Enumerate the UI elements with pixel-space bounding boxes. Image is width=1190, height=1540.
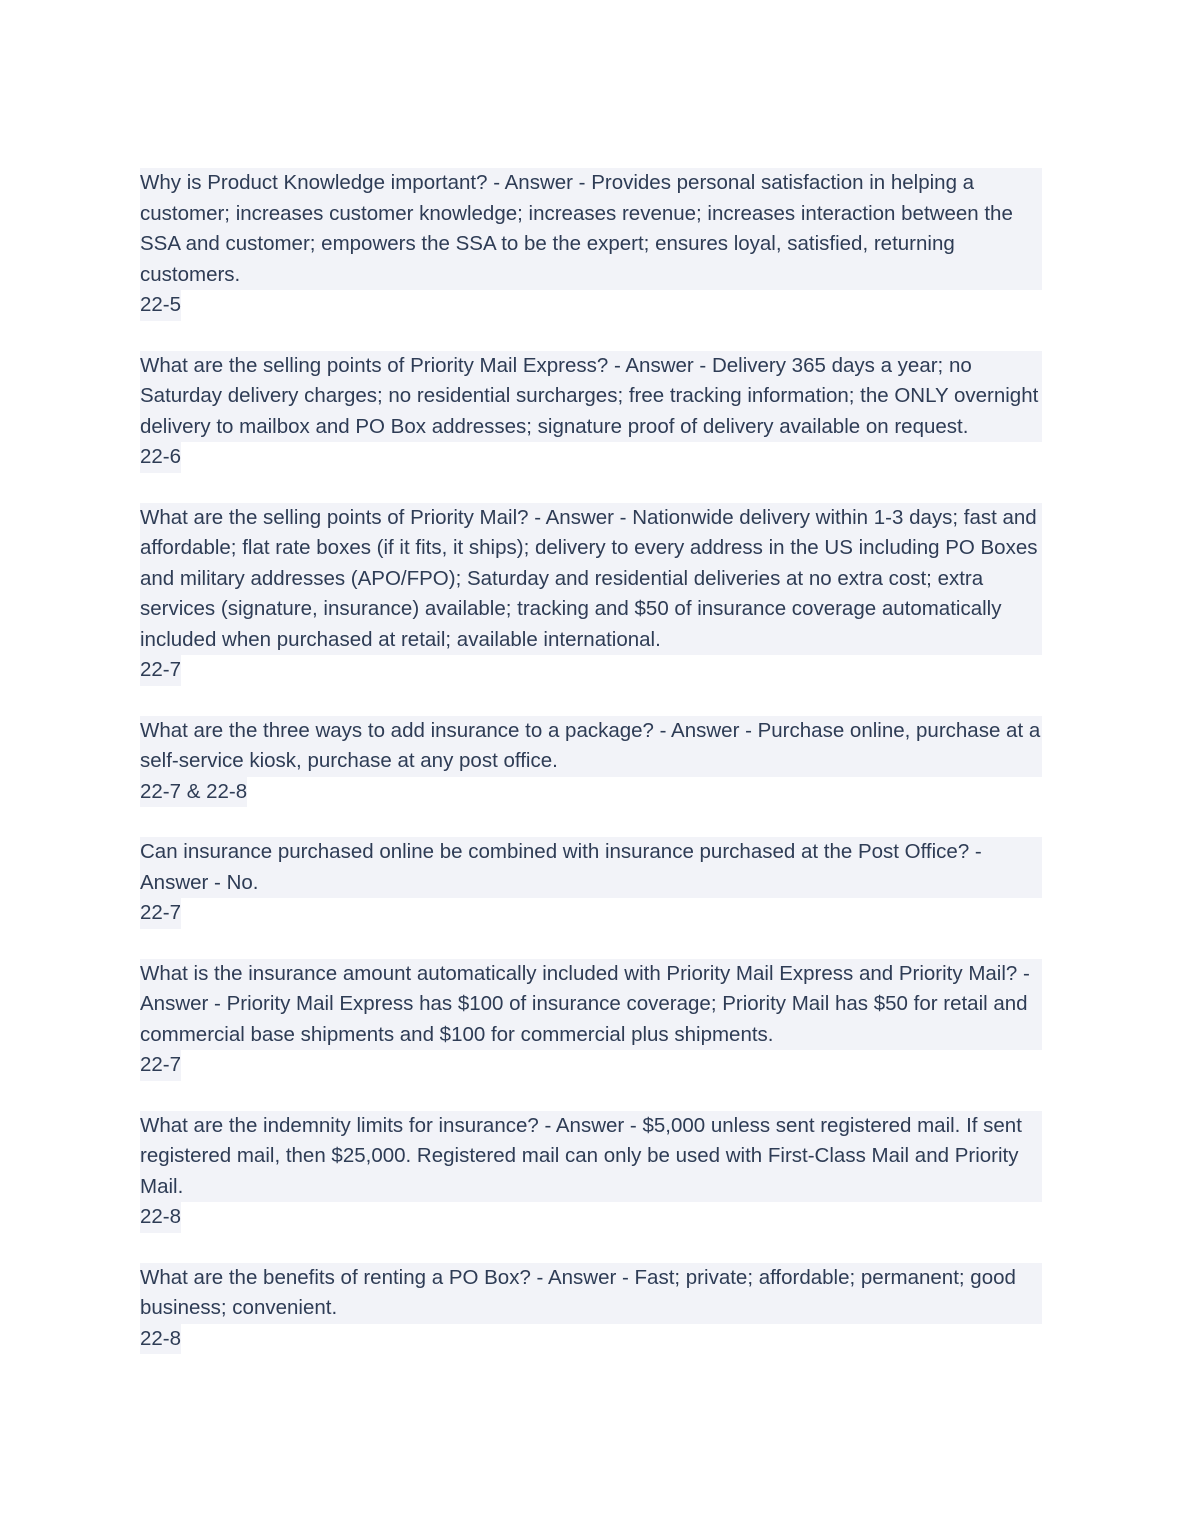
qa-question-answer: What is the insurance amount automatically included with Priority Mail Express and Priority Mail? - Answer - Priority Mail Express has $100 of insurance coverage; Priority Mail has $50 for retail and commercial base shipments and $100 for commercial plus shipments. <box>140 959 1042 1051</box>
qa-question-answer: What are the indemnity limits for insurance? - Answer - $5,000 unless sent registered mail. If sent registered mail, then $25,000. Registered mail can only be used with First-Class Mail and Priority Mail. <box>140 1111 1042 1203</box>
qa-reference: 22-8 <box>140 1202 181 1233</box>
qa-reference: 22-7 <box>140 655 181 686</box>
qa-question-answer: What are the benefits of renting a PO Box? - Answer - Fast; private; affordable; permanent; good business; convenient. <box>140 1263 1042 1324</box>
qa-question-answer: Can insurance purchased online be combined with insurance purchased at the Post Office? - Answer - No. <box>140 837 1042 898</box>
qa-reference: 22-8 <box>140 1324 181 1355</box>
qa-block <box>140 351 1042 473</box>
qa-question-answer: Why is Product Knowledge important? - Answer - Provides personal satisfaction in helping a customer; increases customer knowledge; increases revenue; increases interaction between the SSA and customer; empowers the SSA to be the expert; ensures loyal, satisfied, returning customers. <box>140 168 1042 290</box>
qa-reference: 22-5 <box>140 290 181 321</box>
qa-block <box>140 1111 1042 1233</box>
qa-block <box>140 168 1042 321</box>
qa-block <box>140 503 1042 686</box>
qa-reference: 22-7 & 22-8 <box>140 777 247 808</box>
qa-question-answer: What are the selling points of Priority Mail Express? - Answer - Delivery 365 days a year; no Saturday delivery charges; no residential surcharges; free tracking information; the ONLY overnight delivery to mailbox and PO Box addresses; signature proof of delivery available on request. <box>140 351 1042 443</box>
qa-block <box>140 959 1042 1081</box>
qa-reference: 22-7 <box>140 1050 181 1081</box>
qa-block <box>140 837 1042 929</box>
qa-block <box>140 716 1042 808</box>
qa-reference: 22-6 <box>140 442 181 473</box>
qa-question-answer: What are the three ways to add insurance to a package? - Answer - Purchase online, purchase at a self-service kiosk, purchase at any post office. <box>140 716 1042 777</box>
qa-question-answer: What are the selling points of Priority Mail? - Answer - Nationwide delivery within 1-3 days; fast and affordable; flat rate boxes (if it fits, it ships); delivery to every address in the US including PO Boxes and military addresses (APO/FPO); Saturday and residential deliveries at no extra cost; extra services (signature, insurance) available; tracking and $50 of insurance coverage automatically included when purchased at retail; available international. <box>140 503 1042 656</box>
qa-block <box>140 1263 1042 1355</box>
qa-reference: 22-7 <box>140 898 181 929</box>
document-body <box>140 168 1042 1354</box>
